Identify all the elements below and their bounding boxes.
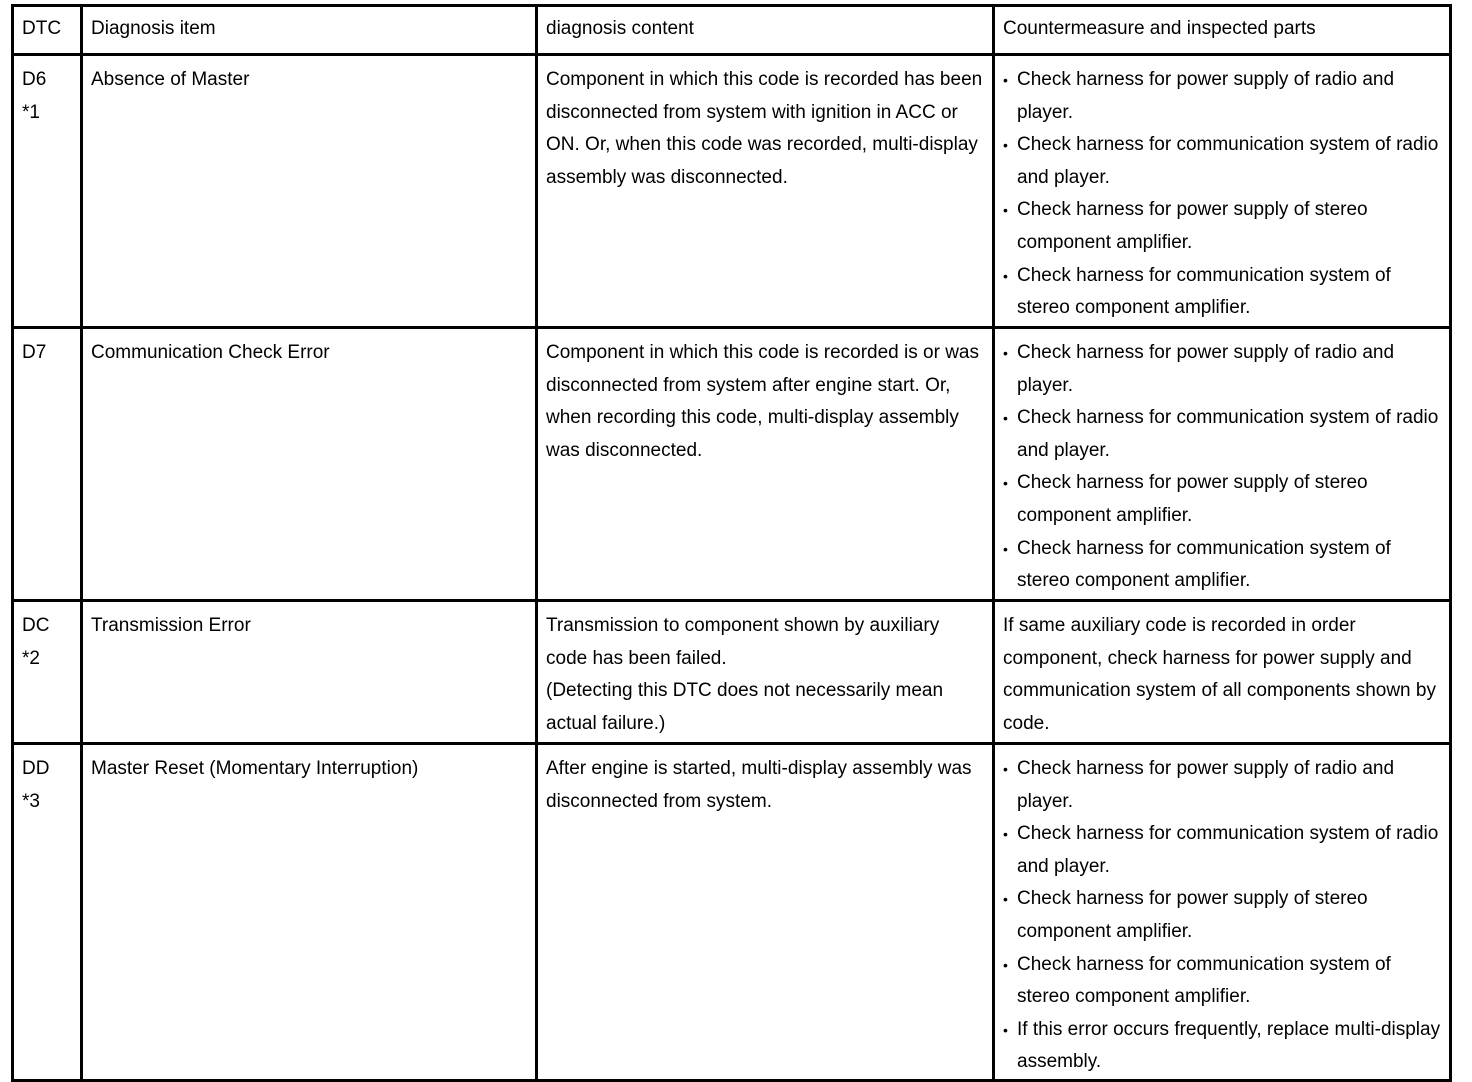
diagnosis-content <box>537 744 994 1081</box>
countermeasure-cell: If same auxiliary code is recorded in order component, check harness for power supply and communication system of all components shown by code. <box>994 601 1451 744</box>
table-row <box>13 601 1451 744</box>
diagnosis-item: Communication Check Error <box>82 328 537 601</box>
diagnosis-content <box>537 601 994 744</box>
countermeasure-list <box>1003 753 1441 1079</box>
countermeasure-list <box>1003 64 1441 325</box>
dtc-cell <box>13 601 82 744</box>
countermeasure-item: • Check harness for power supply of stereo component amplifier. <box>1003 194 1441 259</box>
countermeasure-item: • Check harness for power supply of stereo component amplifier. <box>1003 883 1441 948</box>
countermeasure-item: • If this error occurs frequently, replace multi-display assembly. <box>1003 1014 1441 1079</box>
countermeasure-item: • Check harness for power supply of radio and player. <box>1003 337 1441 402</box>
dtc-table <box>11 4 1452 1082</box>
countermeasure-list <box>1003 337 1441 598</box>
table-header-row <box>13 6 1451 55</box>
countermeasure-item: • Check harness for communication system of radio and player. <box>1003 402 1441 467</box>
dtc-cell <box>13 55 82 328</box>
countermeasure-cell <box>994 55 1451 328</box>
dtc-code: DD <box>22 758 50 779</box>
content-paragraph: Transmission to component shown by auxiliary code has been failed. <box>546 615 940 669</box>
countermeasure-cell <box>994 744 1451 1081</box>
dtc-code: DC <box>22 615 50 636</box>
dtc-code: D7 <box>22 342 47 363</box>
countermeasure-cell <box>994 328 1451 601</box>
content-paragraph: Component in which this code is recorded has been disconnected from system with ignition in ACC or ON. Or, when this code was recorded, multi-display assembly was disconnected. <box>546 69 983 188</box>
header-diagnosis-content: diagnosis content <box>537 6 994 55</box>
dtc-code: D6 <box>22 69 47 90</box>
dtc-note: *1 <box>22 101 40 123</box>
header-dtc: DTC <box>13 6 82 55</box>
table-row <box>13 55 1451 328</box>
header-countermeasure: Countermeasure and inspected parts <box>994 6 1451 55</box>
countermeasure-item: • Check harness for communication system of stereo component amplifier. <box>1003 949 1441 1014</box>
countermeasure-item: • Check harness for communication system of stereo component amplifier. <box>1003 533 1441 598</box>
countermeasure-item: • Check harness for power supply of stereo component amplifier. <box>1003 467 1441 532</box>
countermeasure-item: • Check harness for communication system of radio and player. <box>1003 818 1441 883</box>
header-diagnosis-item: Diagnosis item <box>82 6 537 55</box>
dtc-cell <box>13 328 82 601</box>
diagnosis-item: Master Reset (Momentary Interruption) <box>82 744 537 1081</box>
content-paragraph: Component in which this code is recorded is or was disconnected from system after engine start. Or, when recording this code, multi-display assembly was disconnected. <box>546 342 979 461</box>
content-paragraph: After engine is started, multi-display assembly was disconnected from system. <box>546 758 972 812</box>
content-paragraph: (Detecting this DTC does not necessarily mean actual failure.) <box>546 680 944 734</box>
table-row <box>13 328 1451 601</box>
diagnosis-item: Absence of Master <box>82 55 537 328</box>
countermeasure-item: • Check harness for communication system of radio and player. <box>1003 129 1441 194</box>
table-row <box>13 744 1451 1081</box>
countermeasure-item: • Check harness for power supply of radio and player. <box>1003 753 1441 818</box>
countermeasure-item: • Check harness for communication system of stereo component amplifier. <box>1003 260 1441 325</box>
diagnosis-content <box>537 55 994 328</box>
dtc-note: *2 <box>22 647 40 669</box>
countermeasure-item: • Check harness for power supply of radio and player. <box>1003 64 1441 129</box>
dtc-note: *3 <box>22 790 40 812</box>
diagnosis-content <box>537 328 994 601</box>
diagnosis-item: Transmission Error <box>82 601 537 744</box>
dtc-cell <box>13 744 82 1081</box>
